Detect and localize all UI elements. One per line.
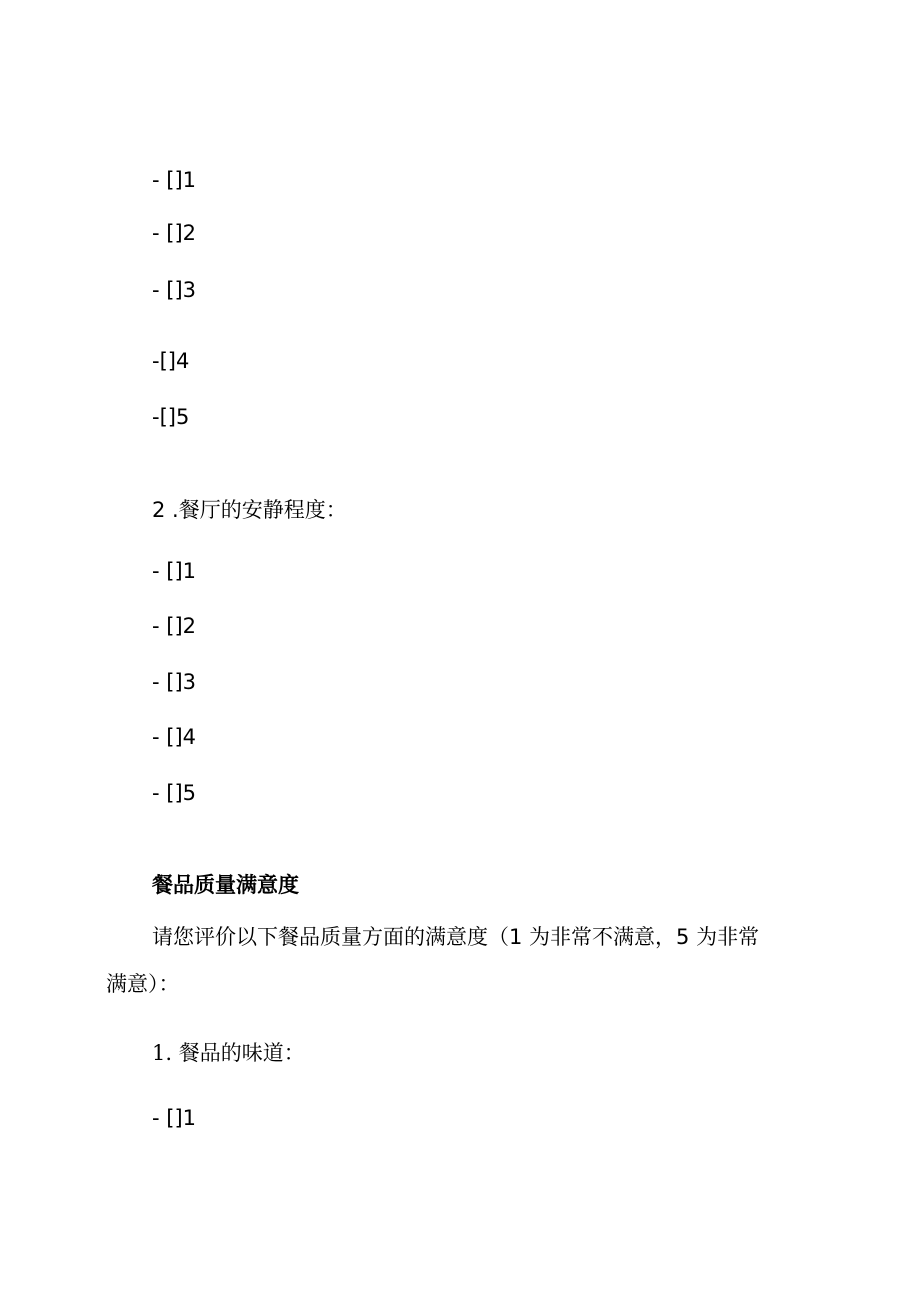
instruction-text: 请您评价以下餐品质量方面的满意度（1 为非常不满意，5 为非常 <box>152 925 760 949</box>
option-4[interactable]: -[]4 <box>152 349 190 373</box>
option-5[interactable]: - []5 <box>152 781 196 805</box>
option-1[interactable]: - []1 <box>152 1106 196 1130</box>
option-2[interactable]: - []2 <box>152 614 196 638</box>
option-2[interactable]: - []2 <box>152 221 196 245</box>
question-text: 餐品的味道： <box>172 1041 305 1065</box>
option-3[interactable]: - []3 <box>152 278 196 302</box>
option-4[interactable]: - []4 <box>152 725 196 749</box>
question-title <box>152 1040 305 1066</box>
section-heading: 餐品质量满意度 <box>152 873 299 897</box>
question-number: 1. <box>152 1041 173 1065</box>
option-5[interactable]: -[]5 <box>152 405 190 429</box>
option-1[interactable]: - []1 <box>152 168 196 192</box>
option-3[interactable]: - []3 <box>152 670 196 694</box>
question-title: 2 .餐厅的安静程度： <box>152 498 347 522</box>
instruction-text-continued: 满意）： <box>106 972 180 996</box>
option-1[interactable]: - []1 <box>152 559 196 583</box>
